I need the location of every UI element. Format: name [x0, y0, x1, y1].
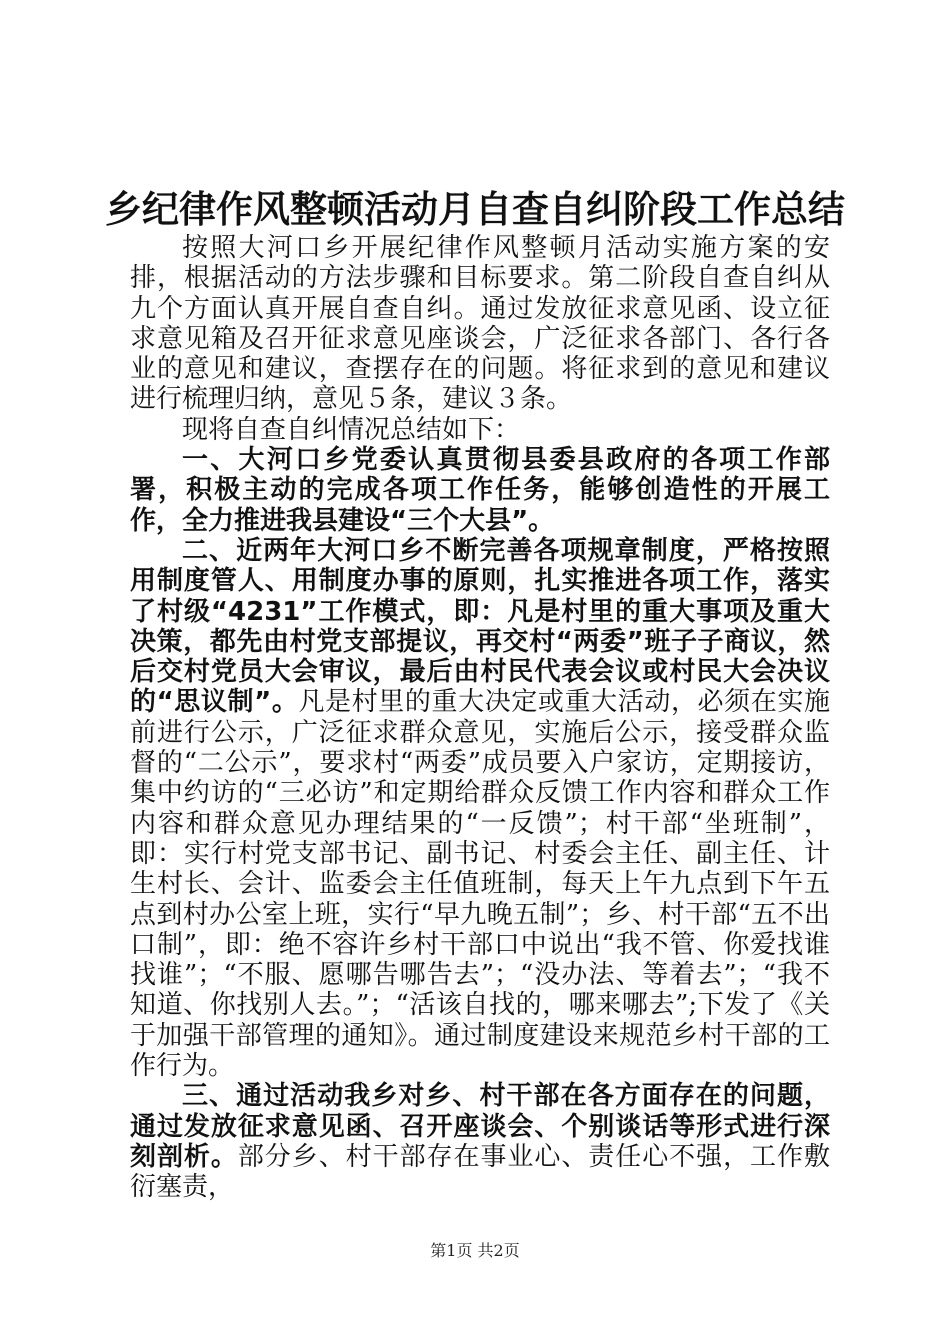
paragraph-section-three	[130, 1081, 830, 1202]
paragraph-section-two-heading: 二、近两年大河口乡不断完善各项规章制度，严格按照用制度管人、用制度办事的原则，扎实推进各项工作，落实了村级“4231”工作模式，即：凡是村里的重大事项及重大决策，都先由村党支部提议，再交村“两委”班子子商议，然后交村党员大会审议，最后由村民代表会议或村民大会决议的“思议制”。	[130, 535, 830, 718]
paragraph-intro: 按照大河口乡开展纪律作风整顿月活动实施方案的安排，根据活动的方法步骤和目标要求。第二阶段自查自纠从九个方面认真开展自查自纠。通过发放征求意见函、设立征求意见箱及召开征求意见座谈会，广泛征求各部门、各行各业的意见和建议，查摆存在的问题。将征求到的意见和建议进行梳理归纳，意见５条，建议３条。	[130, 233, 830, 415]
page-footer: 第1页 共2页	[430, 1241, 520, 1260]
document-title: 乡纪律作风整顿活动月自查自纠阶段工作总结	[105, 187, 845, 231]
paragraph-section-one: 一、大河口乡党委认真贯彻县委县政府的各项工作部署，积极主动的完成各项工作任务，能够创造性的开展工作，全力推进我县建设“三个大县”。	[130, 445, 830, 536]
paragraph-summary-lead: 现将自查自纠情况总结如下：	[182, 414, 521, 445]
document-body	[130, 233, 830, 1203]
paragraph-section-two-body: 凡是村里的重大决定或重大活动，必须在实施前进行公示，广泛征求群众意见，实施后公示，接受群众监督的“二公示”，要求村“两委”成员要入户家访，定期接访，集中约访的“三必访”和定期给群众反馈工作内容和群众工作内容和群众意见办理结果的“一反馈”；村干部“坐班制”，即：实行村党支部书记、副书记、村委会主任、副主任、计生村长、会计、监委会主任值班制，每天上午九点到下午五点到村办公室上班，实行“早九晚五制”；乡、村干部“五不出口制”，即：绝不容许乡村干部口中说出“我不管、你爱找谁找谁”；“不服、愿哪告哪告去”；“没办法、等着去”；“我不知道、你找别人去。”；“活该自找的，哪来哪去”;下发了《关于加强干部管理的通知》。通过制度建设来规范乡村干部的工作行为。	[130, 687, 830, 1082]
paragraph-section-three-body: 部分乡、村干部存在事业心、责任心不强，工作敷衍塞责，	[130, 1141, 830, 1203]
paragraph-section-three-heading: 三、通过活动我乡对乡、村干部在各方面存在的问题，通过发放征求意见函、召开座谈会、个别谈话等形式进行深刻剖析。	[130, 1081, 830, 1172]
paragraph-section-two	[130, 536, 830, 1081]
